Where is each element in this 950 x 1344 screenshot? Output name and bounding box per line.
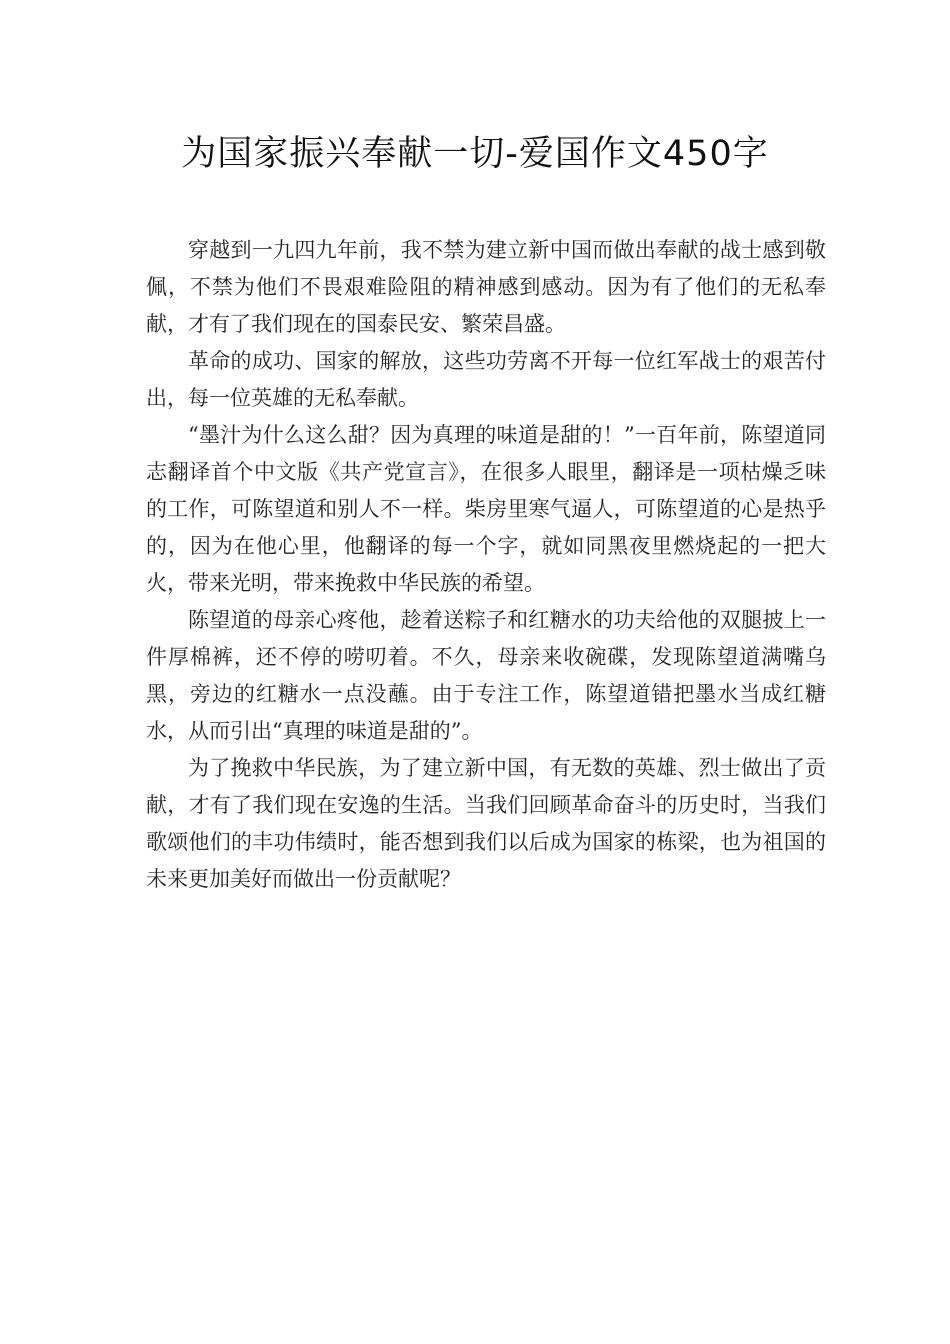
document-body: [146, 232, 826, 898]
paragraph-4: 陈望道的母亲心疼他，趁着送粽子和红糖水的功夫给他的双腿披上一件厚棉裤，还不停的唠叨着。不久，母亲来收碗碟，发现陈望道满嘴乌黑，旁边的红糖水一点没蘸。由于专注工作，陈望道错把墨水当成红糖水，从而引出“真理的味道是甜的”。: [146, 608, 826, 743]
document-title: 为国家振兴奉献一切-爱国作文450字: [181, 134, 769, 174]
paragraph-1: 穿越到一九四九年前，我不禁为建立新中国而做出奉献的战士感到敬佩，不禁为他们不畏艰难险阻的精神感到感动。因为有了他们的无私奉献，才有了我们现在的国泰民安、繁荣昌盛。: [146, 238, 826, 336]
paragraph-3: “墨汁为什么这么甜？因为真理的味道是甜的！”一百年前，陈望道同志翻译首个中文版《共产党宣言》，在很多人眼里，翻译是一项枯燥乏味的工作，可陈望道和别人不一样。柴房里寒气逼人，可陈望道的心是热乎的，因为在他心里，他翻译的每一个字，就如同黑夜里燃烧起的一把大火，带来光明，带来挽救中华民族的希望。: [146, 423, 826, 595]
paragraph-5: 为了挽救中华民族，为了建立新中国，有无数的英雄、烈士做出了贡献，才有了我们现在安逸的生活。当我们回顾革命奋斗的历史时，当我们歌颂他们的丰功伟绩时，能否想到我们以后成为国家的栋梁，也为祖国的未来更加美好而做出一份贡献呢？: [146, 756, 826, 891]
paragraph-2: 革命的成功、国家的解放，这些功劳离不开每一位红军战士的艰苦付出，每一位英雄的无私奉献。: [146, 349, 826, 410]
